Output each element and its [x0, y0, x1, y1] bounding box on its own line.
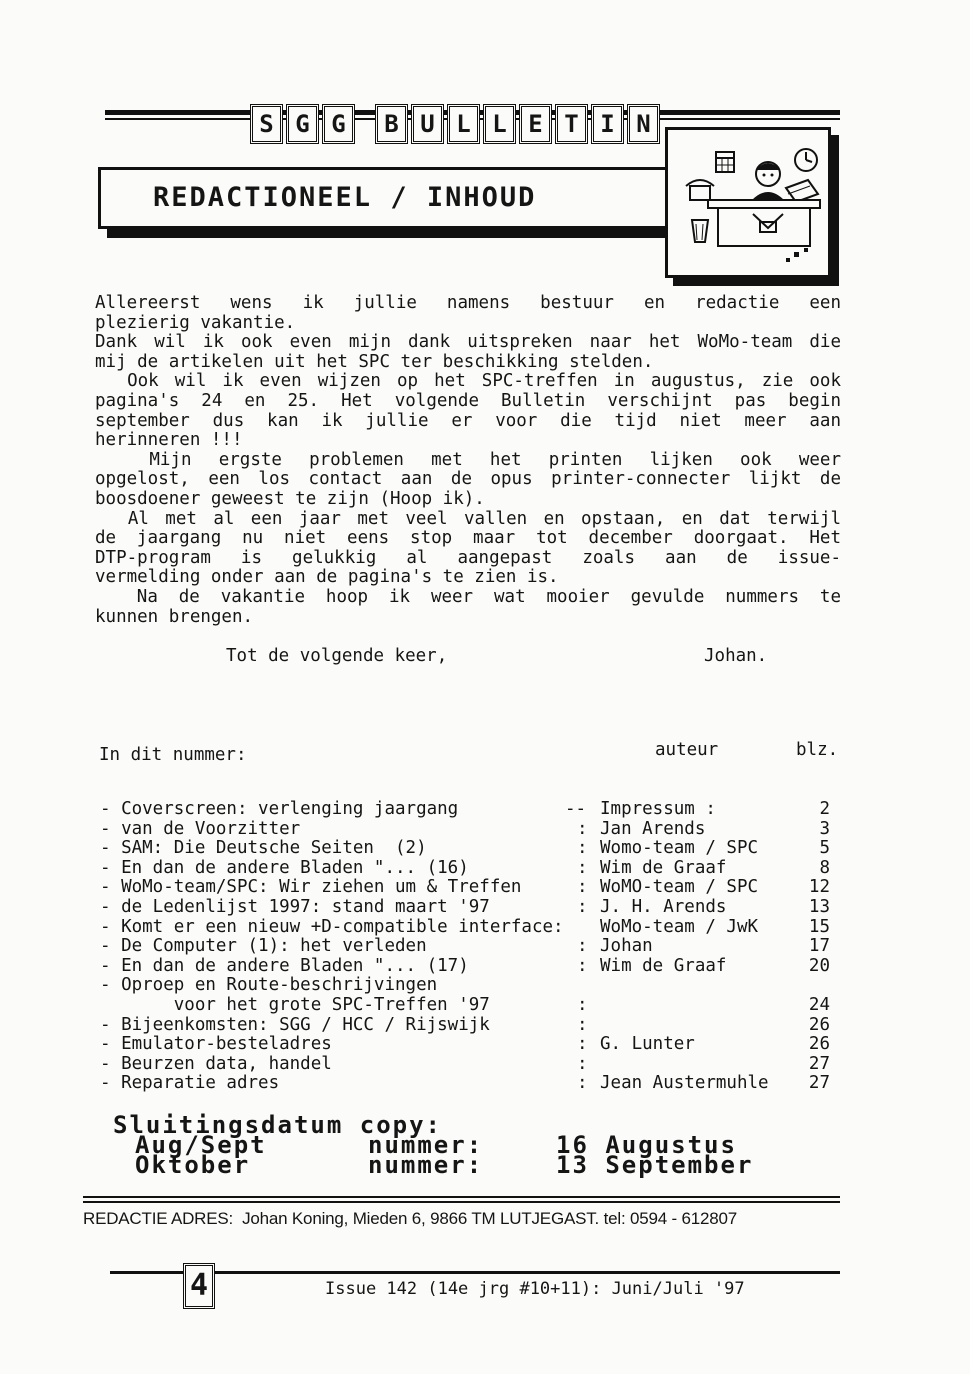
masthead-letter: L	[447, 104, 480, 144]
deadline-label: nummer:	[368, 1151, 484, 1179]
masthead-letter: S	[250, 104, 283, 144]
toc-col-author: auteur	[655, 740, 719, 760]
toc-row	[100, 1015, 840, 1035]
deadline-date: 16 Augustus	[556, 1131, 737, 1159]
toc-separator: :	[577, 838, 588, 859]
section-title: REDACTIONEEL / INHOUD	[153, 182, 537, 213]
toc-page: 26	[808, 1034, 830, 1055]
masthead-letter: B	[375, 104, 408, 144]
editorial-text	[95, 294, 841, 627]
editorial-address: REDACTIE ADRES: Johan Koning, Mieden 6, 9866 TM LUTJEGAST. tel: 0594 - 612807	[83, 1209, 738, 1228]
toc-separator: :	[577, 897, 588, 917]
toc-separator: :	[577, 1073, 588, 1094]
toc-separator: :	[577, 818, 588, 839]
toc-page: 26	[808, 1014, 830, 1035]
toc-separator: :	[577, 877, 588, 898]
toc-separator: :	[577, 1053, 588, 1074]
page-number: 4	[183, 1263, 215, 1309]
footer-rule	[110, 1271, 840, 1274]
text-line: Allereerst wens ik jullie namens bestuur en redactie een	[95, 293, 841, 313]
deadline-title: Sluitingsdatum copy:	[113, 1111, 442, 1139]
masthead-letter: G	[286, 104, 319, 144]
toc-title: - Reparatie adres	[100, 1073, 280, 1094]
toc-title: - En dan de andere Bladen "... (16)	[100, 857, 469, 878]
section-banner	[98, 167, 698, 229]
text-line: september dus kan ik jullie er voor die tijd niet meer aan	[95, 410, 841, 431]
toc-title: - Emulator-besteladres	[100, 1034, 332, 1055]
toc-author: Jean Austermuhle	[600, 1073, 769, 1094]
text-line: Na de vakantie hoop ik weer wat mooier gevulde nummers te	[95, 586, 841, 607]
text-line: Al met al een jaar met veel vallen en opstaan, en dat terwijl	[95, 508, 841, 529]
toc-author: Womo-team / SPC	[600, 838, 759, 859]
masthead-letter: E	[519, 104, 552, 144]
text-line: pagina's 24 en 25. Het volgende Bulletin verschijnt pas begin	[95, 390, 841, 411]
masthead-letter: L	[483, 104, 516, 144]
masthead-letter: I	[591, 104, 624, 144]
closing-signature: Johan.	[704, 646, 768, 666]
toc-heading: In dit nummer:	[99, 745, 247, 765]
text-line: kunnen brengen.	[95, 606, 254, 627]
text-line: plezierig vakantie.	[95, 312, 296, 333]
toc-page: 3	[819, 818, 830, 839]
toc-row	[100, 858, 840, 878]
toc-page: 27	[808, 1053, 830, 1074]
toc-author: Wim de Graaf	[600, 955, 727, 976]
toc-row	[100, 936, 840, 956]
toc-page: 2	[819, 799, 830, 819]
masthead-letter: N	[627, 104, 660, 144]
toc-title: - Beurzen data, handel	[100, 1053, 332, 1074]
text-line: vermelding onder aan de pagina's te zien is.	[95, 567, 559, 588]
toc-row	[100, 819, 840, 839]
toc-page: 24	[808, 995, 830, 1015]
toc-author: WoMo-team / JwK	[600, 916, 759, 937]
text-line: DTP-program is gelukkig al aangepast zoals aan de issue-	[95, 547, 841, 568]
text-line: boosdoener geweest te zijn (Hoop ik).	[95, 488, 485, 509]
toc-separator: :	[577, 1034, 588, 1055]
issue-line: Issue 142 (14e jrg #10+11): Juni/Juli '97	[325, 1279, 745, 1299]
toc-title: - Komt er een nieuw +D-compatible interface:	[100, 916, 564, 937]
toc-title: - SAM: Die Deutsche Seiten (2)	[100, 838, 427, 859]
toc-author: Johan	[600, 936, 653, 957]
text-line: herinneren !!!	[95, 430, 243, 451]
toc-separator: :	[577, 936, 588, 957]
toc-row	[100, 1073, 840, 1093]
toc-author: Wim de Graaf	[600, 857, 727, 878]
toc-author: Jan Arends	[600, 818, 706, 839]
masthead-letter: G	[322, 104, 355, 144]
toc-title: - De Computer (1): het verleden	[100, 936, 427, 957]
toc-row	[100, 975, 840, 995]
toc-page: 13	[808, 897, 830, 917]
toc-separator: :	[577, 995, 588, 1015]
toc-page: 27	[808, 1073, 830, 1094]
toc-row	[100, 838, 840, 858]
text-line: opgelost, een los contact aan de opus printer-connecter lijkt de	[95, 469, 841, 490]
deadline-label: nummer:	[368, 1131, 484, 1159]
toc-title: - de Ledenlijst 1997: stand maart '97	[100, 897, 490, 917]
toc-title: - Oproep en Route-beschrijvingen	[100, 975, 438, 996]
toc-page: 17	[808, 936, 830, 957]
text-line: Ook wil ik even wijzen op het SPC-treffen in augustus, zie ook	[95, 371, 841, 392]
masthead-letter: U	[411, 104, 444, 144]
toc-row	[100, 917, 840, 937]
toc-page: 8	[819, 857, 830, 878]
masthead-letter: T	[555, 104, 588, 144]
toc-title: voor het grote SPC-Treffen '97	[100, 995, 490, 1015]
toc-separator: :	[577, 857, 588, 878]
toc-title: - Bijeenkomsten: SGG / HCC / Rijswijk	[100, 1014, 490, 1035]
toc-separator: :	[577, 1014, 588, 1035]
toc-author: Impressum :	[600, 799, 716, 819]
text-line: Mijn ergste problemen met het printen lijken ook weer	[95, 449, 841, 470]
toc-col-page: blz.	[796, 740, 839, 760]
deadline-edition: Oktober	[135, 1151, 251, 1179]
toc-row	[100, 995, 840, 1015]
deadline-date: 13 September	[556, 1151, 754, 1179]
toc-separator: --	[565, 799, 587, 819]
text-line: de jaargang nu niet eens stop maar tot december doorgaat. Het	[95, 528, 841, 549]
toc-author: WoMO-team / SPC	[600, 877, 759, 898]
toc-page: 12	[808, 877, 830, 898]
toc-title: - Coverscreen: verlenging jaargang	[100, 799, 459, 819]
toc-row	[100, 799, 840, 819]
closing-greeting: Tot de volgende keer,	[226, 646, 448, 666]
toc-separator: :	[577, 955, 588, 976]
divider	[83, 1196, 840, 1198]
toc-page: 15	[808, 916, 830, 937]
text-line: Dank wil ik ook even mijn dank uitspreken naar het WoMo-team die	[95, 332, 841, 353]
toc-page: 5	[819, 838, 830, 859]
toc-author: G. Lunter	[600, 1034, 695, 1055]
toc-page: 20	[808, 955, 830, 976]
toc-row	[100, 877, 840, 897]
toc-author: J. H. Arends	[600, 897, 727, 917]
toc-title: - WoMo-team/SPC: Wir ziehen um & Treffen	[100, 877, 522, 898]
toc-title: - En dan de andere Bladen "... (17)	[100, 955, 469, 976]
masthead-tiles	[250, 104, 660, 144]
office-desk-illustration	[665, 127, 831, 278]
toc-title: - van de Voorzitter	[100, 818, 301, 839]
text-line: mij de artikelen uit het SPC ter beschikking stelden.	[95, 351, 654, 372]
toc-row	[100, 1054, 840, 1074]
office-desk-icon	[668, 130, 828, 275]
divider	[83, 1201, 840, 1203]
toc-row	[100, 956, 840, 976]
deadline-edition: Aug/Sept	[135, 1131, 267, 1159]
toc-row	[100, 897, 840, 917]
toc-row	[100, 1034, 840, 1054]
